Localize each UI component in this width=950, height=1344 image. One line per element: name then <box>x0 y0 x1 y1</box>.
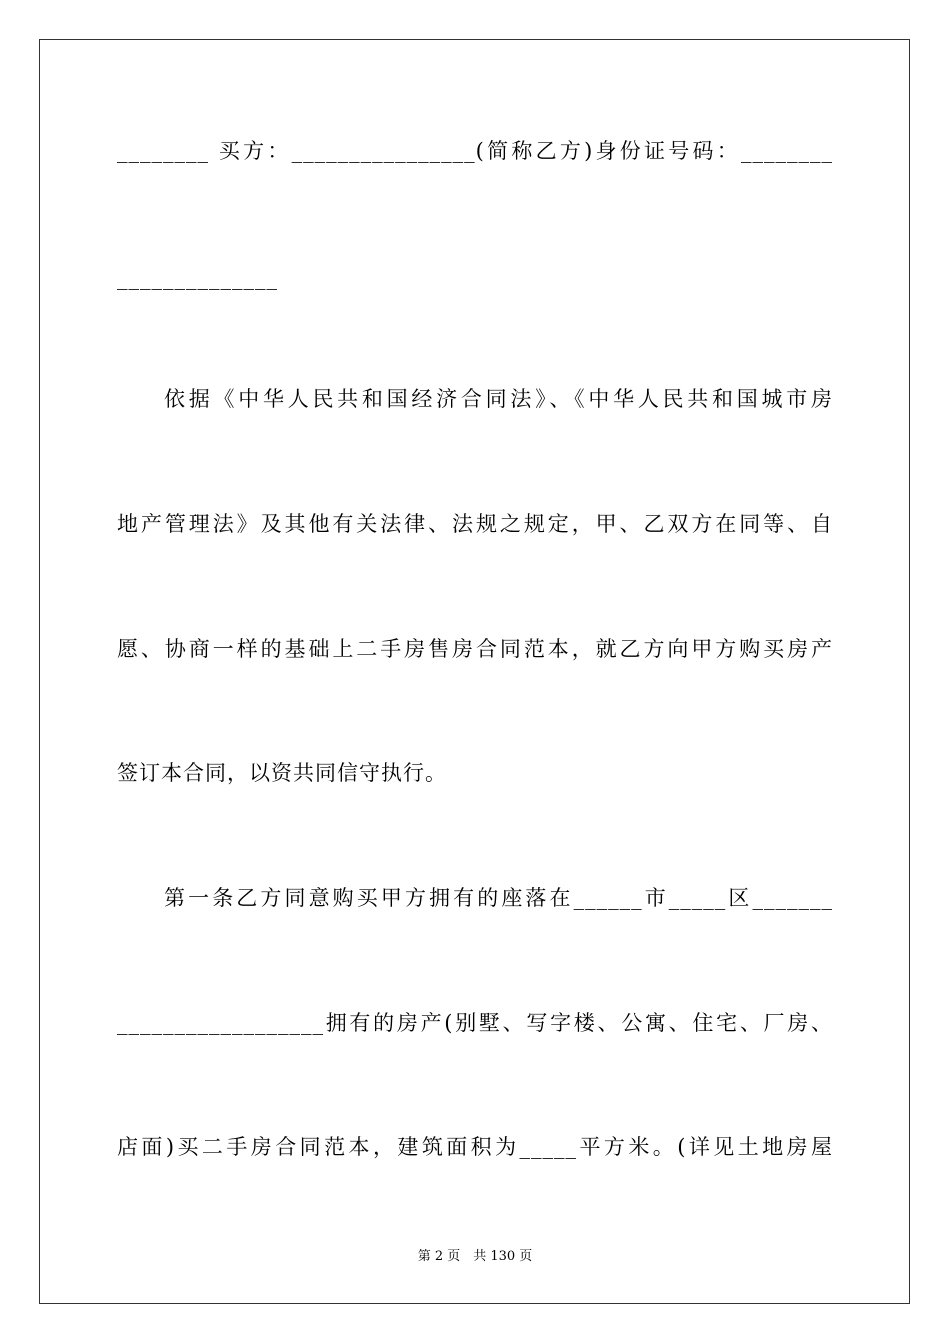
article-one-line-2: __________________拥有的房产(别墅、写字楼、公寓、住宅、厂房、 <box>117 1011 833 1035</box>
preamble-paragraph-line-3: 愿、协商一样的基础上二手房售房合同范本，就乙方向甲方购买房产 <box>117 637 833 661</box>
article-one-line-1: 第一条乙方同意购买甲方拥有的座落在______市_____区_______ <box>164 886 833 910</box>
buyer-info-line: ________ 买方：________________(简称乙方)身份证号码：________ <box>117 139 833 163</box>
preamble-paragraph-line-4: 签订本合同，以资共同信守执行。 <box>117 761 447 785</box>
preamble-paragraph-line-1: 依据《中华人民共和国经济合同法》、《中华人民共和国城市房 <box>164 387 833 411</box>
page-number-footer <box>0 1248 950 1266</box>
page-border <box>39 39 910 1304</box>
page-number-label: 第 2 页 共 130 页 <box>417 1249 533 1264</box>
preamble-paragraph-line-2: 地产管理法》及其他有关法律、法规之规定，甲、乙双方在同等、自 <box>117 512 833 536</box>
article-one-line-3: 店面)买二手房合同范本，建筑面积为_____平方米。(详见土地房屋 <box>117 1135 833 1159</box>
buyer-id-continuation-line: ______________ <box>117 266 278 290</box>
